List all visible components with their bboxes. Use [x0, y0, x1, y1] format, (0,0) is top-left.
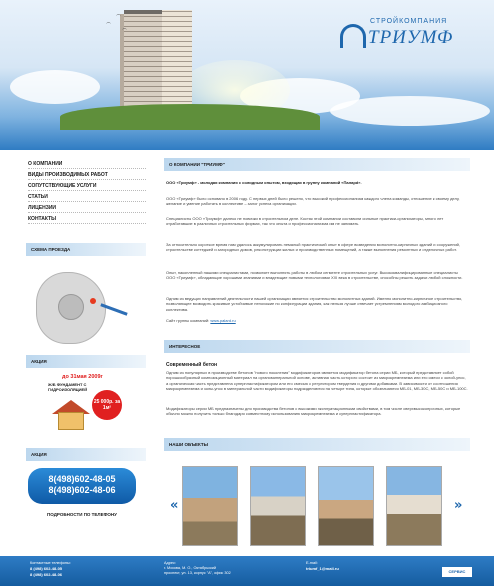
footer-phone-1: 8 (498) 602-48-05: [30, 566, 63, 571]
nav-item-contacts[interactable]: КОНТАКТЫ: [28, 213, 146, 224]
map-location-pin-icon: [90, 298, 96, 304]
footer-address: [164, 561, 231, 576]
phone-1: 8(498)602-48-05: [48, 474, 116, 484]
logo-subtitle: СТРОЙКОМПАНИЯ: [370, 18, 448, 25]
footer-phone-2: 8 (498) 602-48-06: [30, 572, 63, 577]
route-map[interactable]: [30, 268, 130, 348]
paragraph-3: За относительно короткое время нам удалось аккумулировать немалый практический опыт в сфере возведения монолитно-кирпичных зданий и сооружений, строительстве коттеджей и загородных домов, реконструкции жилых и производственных помещений, а также выполнения ремонтных и отделочных работ.: [166, 242, 461, 253]
promo-price: 25 000р. за 1м²: [92, 390, 122, 420]
footer-address-line-1: г. Москва, М. О., Октябрьский: [164, 566, 217, 570]
footer: [0, 556, 494, 586]
promo-heading: АКЦИЯ: [26, 355, 146, 368]
footer-address-label: Адрес:: [164, 561, 176, 565]
map-city: [58, 294, 84, 320]
bird-icon: ⌒: [122, 29, 128, 35]
footer-phones-label: Контактные телефоны:: [30, 561, 71, 565]
paragraph-4: Опыт, накопленный нашими специалистами, позволяет выполнять работы в любом сегменте строительных услуг. Высококвалифицированные специалисты ООО «Триумф», обладающие хорошими знаниями и владеющие новыми технологиями XXI века в строительстве, способны решить задачи любой сложности.: [166, 270, 463, 281]
article-title[interactable]: Современный бетон: [166, 362, 218, 368]
nav-item-articles[interactable]: СТАТЬИ: [28, 191, 146, 202]
phone-2: 8(498)602-48-06: [48, 485, 116, 495]
paragraph-2: Специалисты ООО «Триумф» далеко не новички в строительном деле. Костяк этой компании составили сильные практики-организаторы, много лет отработавшие в различных строительных фирмах, так что опыта и профессионализма им не занимать.: [166, 216, 444, 227]
objects-gallery: [164, 462, 470, 548]
paragraph-1: ООО «Триумф» было основано в 2006 году. С первых дней было решено, что высокий профессионализм каждого члена команды, отношение к своему делу, желание и умение работать в коллективе – залог успеха организации.: [166, 196, 460, 207]
developer-badge[interactable]: СЕРВИС: [442, 567, 472, 577]
logo-title: ТРИУМФ: [368, 27, 454, 48]
main-nav: [28, 158, 146, 224]
promo-date: до 31мая 2009г: [62, 374, 103, 380]
promo-banner[interactable]: [28, 370, 128, 440]
trees-image: [60, 104, 320, 130]
object-photo[interactable]: [182, 466, 238, 546]
about-heading: О КОМПАНИИ "ТРИУМФ": [164, 158, 470, 171]
interesting-heading: ИНТЕРЕСНОЕ: [164, 340, 470, 353]
gallery-prev-arrow-icon[interactable]: «: [170, 498, 179, 513]
site-link[interactable]: www.palard.ru: [210, 318, 236, 323]
site-label: Сайт группы компаний:: [166, 318, 210, 323]
intro-bold: ООО «Триумф» - молодая компания с солидным опытом, входящая в группу компаний «Паларd».: [166, 180, 362, 185]
map-heading: СХЕМА ПРОЕЗДА: [26, 243, 146, 256]
article-paragraph-2: Модификаторы серии МБ предназначены для производства бетонов с высокими эксплуатационными свойствами, в том числе сверхвысокопрочных, которые обычно можно получить только благодаря совместному использованию микрокремнезема и суперпластификатора.: [166, 406, 461, 417]
nav-item-services[interactable]: СОПУТСТВУЮЩИЕ УСЛУГИ: [28, 180, 146, 191]
gallery-next-arrow-icon[interactable]: »: [454, 498, 463, 513]
phone-details-link[interactable]: ПОДРОБНОСТИ ПО ТЕЛЕФОНУ: [47, 512, 117, 517]
objects-heading: НАШИ ОБЪЕКТЫ: [164, 438, 470, 451]
object-photo[interactable]: [386, 466, 442, 546]
bird-icon: ⌒: [116, 15, 122, 21]
company-logo[interactable]: [338, 18, 488, 58]
header-banner: [0, 0, 494, 150]
nav-item-licenses[interactable]: ЛИЦЕНЗИИ: [28, 202, 146, 213]
footer-phones: [30, 561, 71, 578]
paragraph-5: Одним из ведущих направлений деятельности нашей организации является строительство монолитных зданий. Именно монолитно-кирпичное строительство, позволяющее возводить красивые устойчивые непохожие по конфигурации здания, как нельзя лучше отвечает устремлениям молодого амбициозного коллектива.: [166, 296, 463, 312]
object-photo[interactable]: [250, 466, 306, 546]
footer-email-label: E-mail:: [306, 561, 318, 565]
footer-email: [306, 561, 339, 572]
intro-text: [166, 180, 468, 185]
bird-icon: ⌒: [106, 23, 112, 29]
phone-numbers: [28, 468, 136, 504]
promo-text: Ж/Б ФУНДАМЕНТ С ГИДРОИЗОЛЯЦИЕЙ: [48, 382, 88, 392]
article-paragraph-1: Одним из популярных в производстве бетонов "нового поколения" модификаторов является модификатор бетона серии МБ, который представляет собой порошкообразный композиционный материал на органоминеральной основе, активная часть которого состоит из микрокремнезема или его смеси с золой-унос, а органическая часть представлена суперпластификатором или его смесью с регулятором твердения и другими добавками. В зависимости от соотношения микрокремнезема и золы-унос в минеральной части модификаторы подразделяются на четыре типа, которые обозначаются МБ-01, МБ-30С, МБ-50С и МБ-100С.: [166, 370, 468, 391]
object-photo[interactable]: [318, 466, 374, 546]
logo-arch-icon: [340, 24, 366, 48]
nav-item-about[interactable]: О КОМПАНИИ: [28, 158, 146, 169]
footer-address-line-2: проспект, ул. 13, корпус "А", офис 302: [164, 571, 231, 575]
nav-item-works[interactable]: ВИДЫ ПРОИЗВОДИМЫХ РАБОТ: [28, 169, 146, 180]
footer-email-link[interactable]: triumf_1@mail.ru: [306, 566, 339, 571]
site-line: [166, 318, 468, 323]
contacts-heading: АКЦИЯ: [26, 448, 146, 461]
phone-block: [28, 468, 136, 526]
house-icon: [52, 400, 90, 430]
